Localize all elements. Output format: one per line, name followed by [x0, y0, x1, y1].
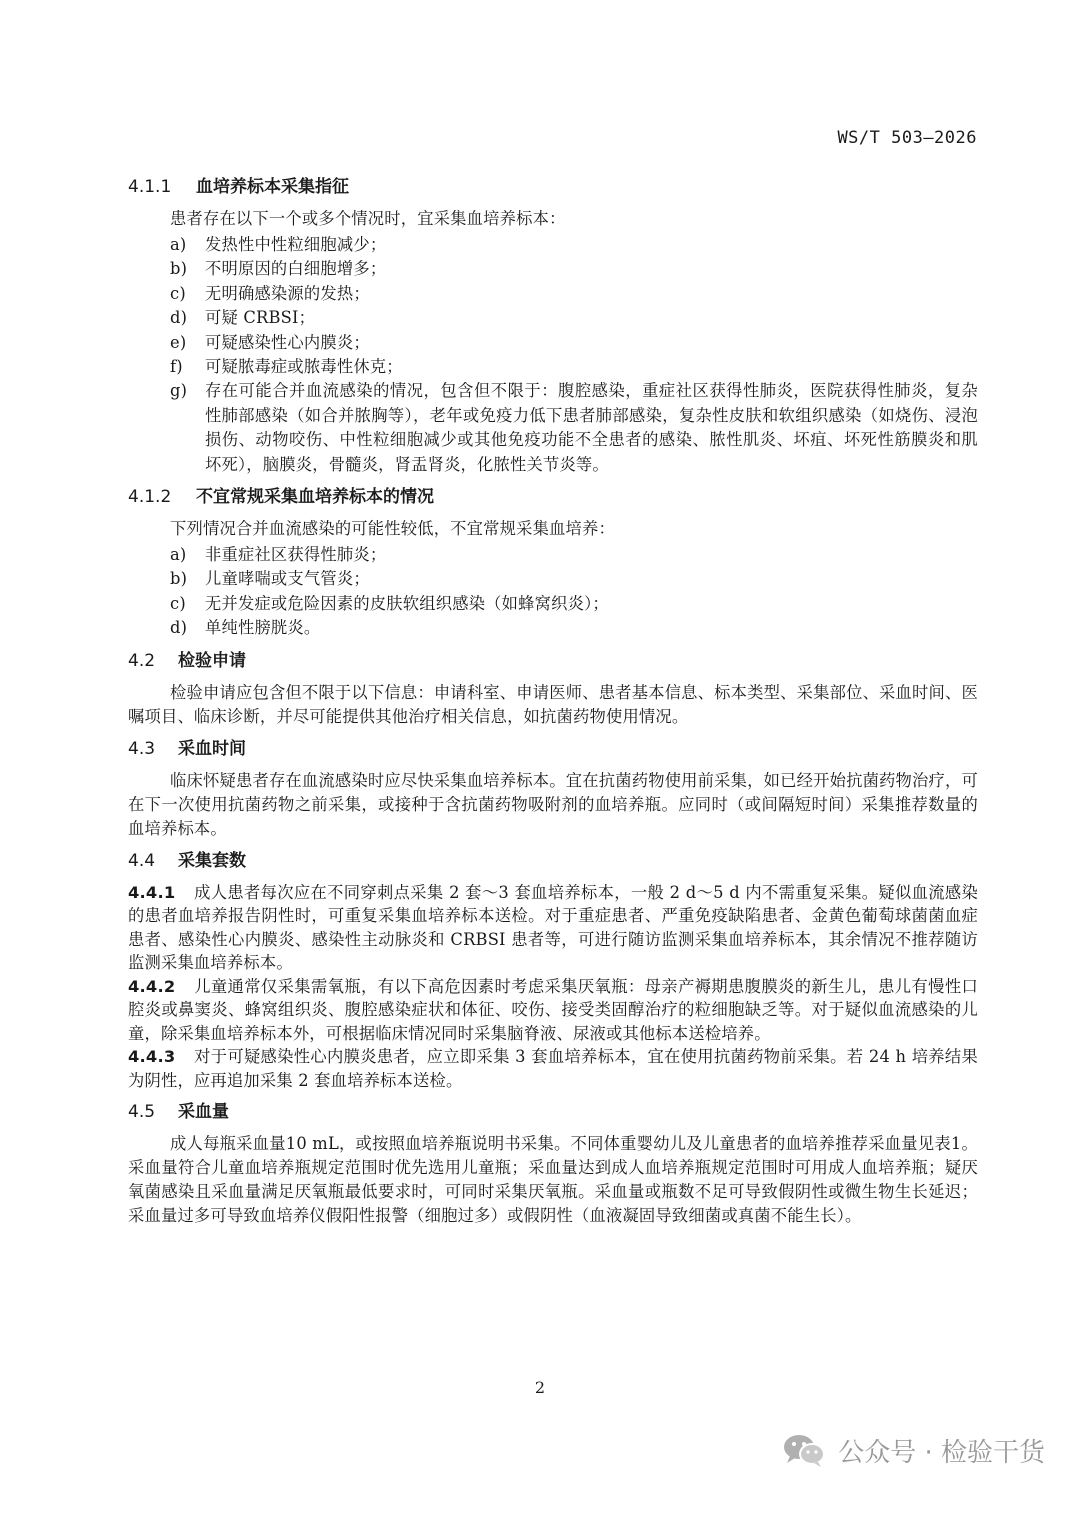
list-marker: b) [170, 259, 188, 279]
section-paragraph: 成人每瓶采血量10 mL，或按照血培养瓶说明书采集。不同体重婴幼儿及儿童患者的血培养推荐采血量见表1。采血量符合儿童血培养瓶规定范围时优先选用儿童瓶；采血量达到成人血培养瓶规定范围时可用成人血培养瓶；疑厌氧菌感染且采血量满足厌氧瓶最低要求时，可同时采集厌氧瓶。采血量或瓶数不足可导致假阴性或微生物生长延迟；采血量过多可导致血培养仪假阳性报警（细胞过多）或假阴性（血液凝固导致细菌或真菌不能生长）。 [128, 1134, 978, 1226]
section-title: 血培养标本采集指征 [196, 177, 349, 197]
list-item-text: 儿童哮喘或支气管炎； [205, 569, 370, 589]
clause-group [128, 881, 978, 1093]
list-item [128, 233, 978, 257]
section-heading-4-4 [128, 849, 978, 873]
list-item-text: 发热性中性粒细胞减少； [205, 235, 387, 254]
list-marker: e) [170, 332, 187, 352]
document-body [128, 175, 978, 1236]
list-item-text: 无并发症或危险因素的皮肤软组织感染（如蜂窝织炎）； [205, 593, 609, 613]
list-marker: d) [170, 308, 188, 328]
list-item [128, 592, 978, 616]
list-item-text: 存在可能合并血流感染的情况，包含但不限于：腹腔感染，重症社区获得性肺炎，医院获得性肺炎，复杂性肺部感染（如合并脓胸等），老年或免疫力低下患者肺部感染，复杂性皮肤和软组织感染（如烧伤、浸泡损伤、动物咬伤、中性粒细胞减少或其他免疫功能不全患者的感染、脓性肌炎、坏疽、坏死性筋膜炎和肌坏死），脑膜炎，骨髓炎，肾盂肾炎，化脓性关节炎等。 [205, 381, 978, 474]
list-marker: b) [170, 569, 188, 589]
section-heading-4-1-2 [128, 485, 978, 509]
section-title: 检验申请 [178, 650, 246, 671]
wechat-icon [782, 1432, 826, 1468]
clause-number: 4.4.1 [128, 882, 176, 902]
clause-4-4-2 [128, 975, 978, 1046]
list-item [128, 306, 978, 330]
clause-number: 4.4.2 [128, 976, 176, 996]
section-lead: 患者存在以下一个或多个情况时，宜采集血培养标本： [170, 209, 566, 228]
section-title: 采集套数 [178, 850, 246, 871]
list-item [128, 567, 978, 591]
list-item [128, 379, 978, 477]
list-item [128, 331, 978, 355]
section-heading-4-3 [128, 737, 978, 761]
section-heading-4-1-1 [128, 175, 978, 199]
list-item [128, 355, 978, 379]
section-number: 4.2 [128, 650, 156, 671]
section-number: 4.1.2 [128, 487, 172, 508]
list-item-text: 非重症社区获得性肺炎； [205, 545, 387, 565]
contraindication-list [128, 543, 978, 641]
clause-text: 成人患者每次应在不同穿刺点采集 2 套～3 套血培养标本，一般 2 d～5 d 内不需重复采集。疑似血流感染的患者血培养报告阴性时，可重复采集血培养标本送检。对于重症患者、严重免疫缺陷患者、金黄色葡萄球菌菌血症患者、感染性心内膜炎、感染性主动脉炎和 CRBSI 患者等，可进行随访监测采集血培养标本，其余情况不推荐随访监测采集血培养标本。 [128, 882, 978, 973]
clause-4-4-3 [128, 1045, 978, 1092]
list-item [128, 257, 978, 281]
list-item-text: 可疑 CRBSI； [205, 308, 316, 328]
list-item-text: 无明确感染源的发热； [205, 283, 370, 303]
section-number: 4.4 [128, 850, 156, 871]
section-number: 4.1.1 [128, 177, 172, 197]
indication-list [128, 233, 978, 477]
standard-number: WS/T 503—2026 [837, 128, 977, 148]
list-marker: a) [170, 545, 187, 565]
section-paragraph: 临床怀疑患者存在血流感染时应尽快采集血培养标本。宜在抗菌药物使用前采集，如已经开始抗菌药物治疗，可在下一次使用抗菌药物之前采集，或接种于含抗菌药物吸附剂的血培养瓶。应同时（或间隔短时间）采集推荐数量的血培养标本。 [128, 770, 978, 838]
page-number: 2 [534, 1378, 546, 1397]
section-heading-4-2 [128, 649, 978, 673]
list-item-text: 可疑感染性心内膜炎； [205, 332, 370, 352]
watermark-text: 公众号 · 检验干货 [838, 1437, 1045, 1468]
list-marker: c) [170, 593, 186, 613]
list-item [128, 282, 978, 306]
section-number: 4.5 [128, 1102, 156, 1123]
wechat-watermark [782, 1430, 1045, 1470]
section-title: 采血量 [178, 1102, 229, 1123]
section-heading-4-5 [128, 1100, 978, 1124]
clause-text: 对于可疑感染性心内膜炎患者，应立即采集 3 套血培养标本，宜在使用抗菌药物前采集。若 24 h 培养结果为阴性，应再追加采集 2 套血培养标本送检。 [128, 1047, 978, 1090]
list-item-text: 可疑脓毒症或脓毒性休克； [205, 357, 403, 377]
list-marker: g) [170, 381, 188, 401]
section-paragraph: 检验申请应包含但不限于以下信息：申请科室、申请医师、患者基本信息、标本类型、采集部位、采血时间、医嘱项目、临床诊断，并尽可能提供其他治疗相关信息，如抗菌药物使用情况。 [128, 682, 978, 726]
clause-number: 4.4.3 [128, 1047, 176, 1067]
list-marker: c) [170, 283, 186, 303]
list-marker: d) [170, 618, 188, 638]
clause-text: 儿童通常仅采集需氧瓶，有以下高危因素时考虑采集厌氧瓶：母亲产褥期患腹膜炎的新生儿，患儿有慢性口腔炎或鼻窦炎、蜂窝组织炎、腹腔感染症状和体征、咬伤、接受类固醇治疗的粒细胞缺乏等。对于疑似血流感染的儿童，除采集血培养标本外，可根据临床情况同时采集脑脊液、尿液或其他标本送检培养。 [128, 976, 978, 1043]
clause-4-4-1 [128, 881, 978, 975]
list-marker: a) [170, 235, 187, 254]
section-lead: 下列情况合并血流感染的可能性较低，不宜常规采集血培养： [170, 519, 615, 539]
list-item-text: 单纯性膀胱炎。 [205, 618, 321, 638]
list-item-text: 不明原因的白细胞增多； [205, 259, 387, 279]
list-item [128, 616, 978, 640]
section-title: 不宜常规采集血培养标本的情况 [196, 487, 434, 508]
section-number: 4.3 [128, 738, 156, 759]
section-title: 采血时间 [178, 738, 246, 759]
list-item [128, 543, 978, 567]
list-marker: f) [170, 357, 183, 377]
